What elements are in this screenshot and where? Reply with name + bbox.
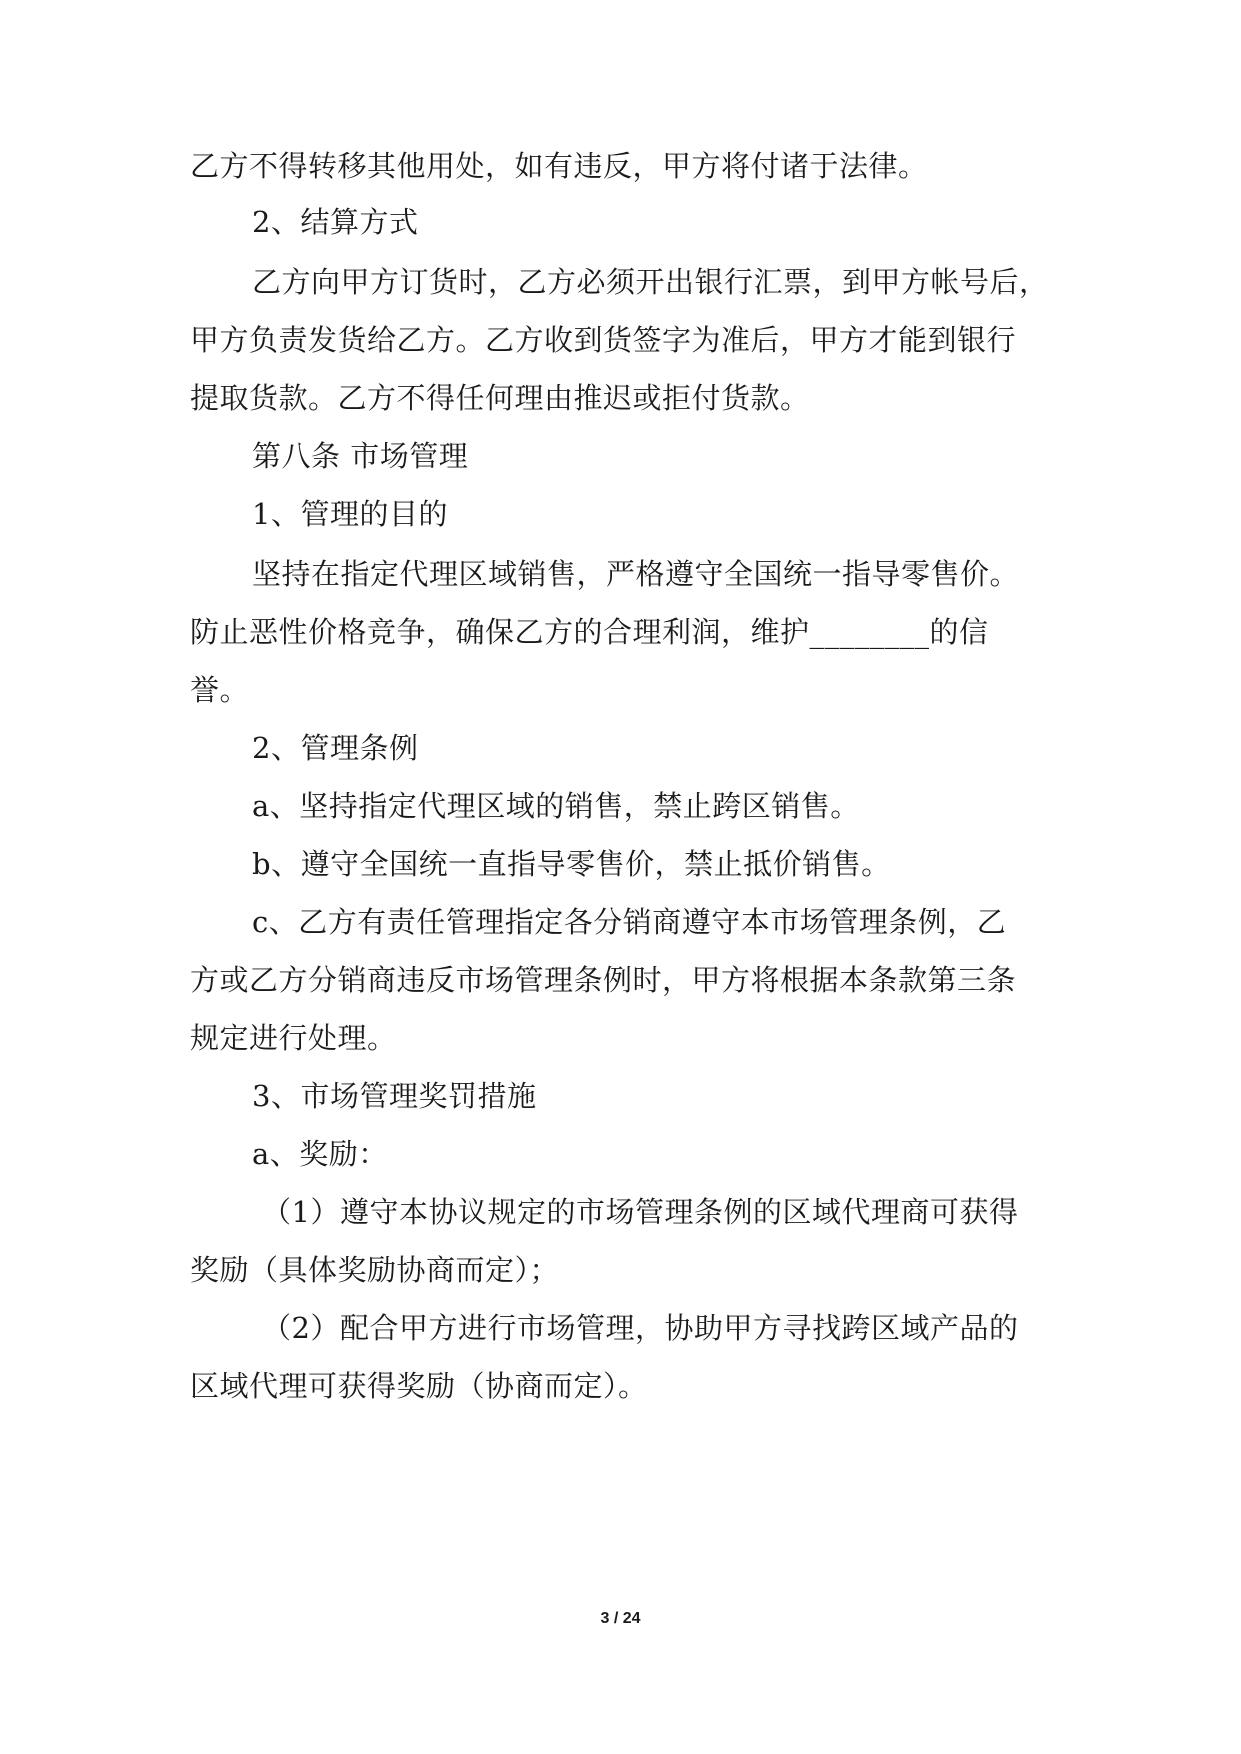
list-item: a、奖励： — [252, 1137, 388, 1171]
list-item: （1）遵守本协议规定的市场管理条例的区域代理商可获得 — [262, 1195, 1019, 1229]
list-item: c、乙方有责任管理指定各分销商遵守本市场管理条例，乙 — [252, 905, 1007, 939]
list-item: （2）配合甲方进行市场管理，协助甲方寻找跨区域产品的 — [262, 1311, 1019, 1345]
section-heading: 3、市场管理奖罚措施 — [252, 1079, 537, 1113]
section-heading: 2、结算方式 — [252, 205, 419, 239]
paragraph-line: 提取货款。乙方不得任何理由推迟或拒付货款。 — [190, 381, 810, 415]
paragraph-line: 方或乙方分销商违反市场管理条例时，甲方将根据本条款第三条 — [190, 963, 1017, 997]
section-heading: 1、管理的目的 — [252, 497, 448, 531]
article-heading: 第八条 市场管理 — [252, 439, 469, 473]
paragraph-line: 规定进行处理。 — [190, 1021, 397, 1055]
paragraph-line: 防止恶性价格竞争，确保乙方的合理利润，维护________的信 — [190, 615, 989, 649]
section-heading: 2、管理条例 — [252, 731, 419, 765]
paragraph-line: 区域代理可获得奖励（协商而定）。 — [190, 1369, 648, 1403]
paragraph-line: 誉。 — [190, 673, 250, 707]
paragraph-line: 坚持在指定代理区域销售，严格遵守全国统一指导零售价。 — [252, 557, 1020, 591]
paragraph-line: 乙方向甲方订货时，乙方必须开出银行汇票，到甲方帐号后， — [252, 265, 1049, 299]
paragraph-line: 甲方负责发货给乙方。乙方收到货签字为准后，甲方才能到银行 — [190, 323, 1017, 357]
list-item: b、遵守全国统一直指导零售价，禁止抵价销售。 — [252, 847, 891, 881]
paragraph-line: 乙方不得转移其他用处，如有违反，甲方将付诸于法律。 — [190, 149, 928, 183]
paragraph-line: 奖励（具体奖励协商而定）； — [190, 1253, 560, 1287]
list-item: a、坚持指定代理区域的销售，禁止跨区销售。 — [252, 789, 860, 823]
page-number: 3 / 24 — [600, 1610, 641, 1627]
